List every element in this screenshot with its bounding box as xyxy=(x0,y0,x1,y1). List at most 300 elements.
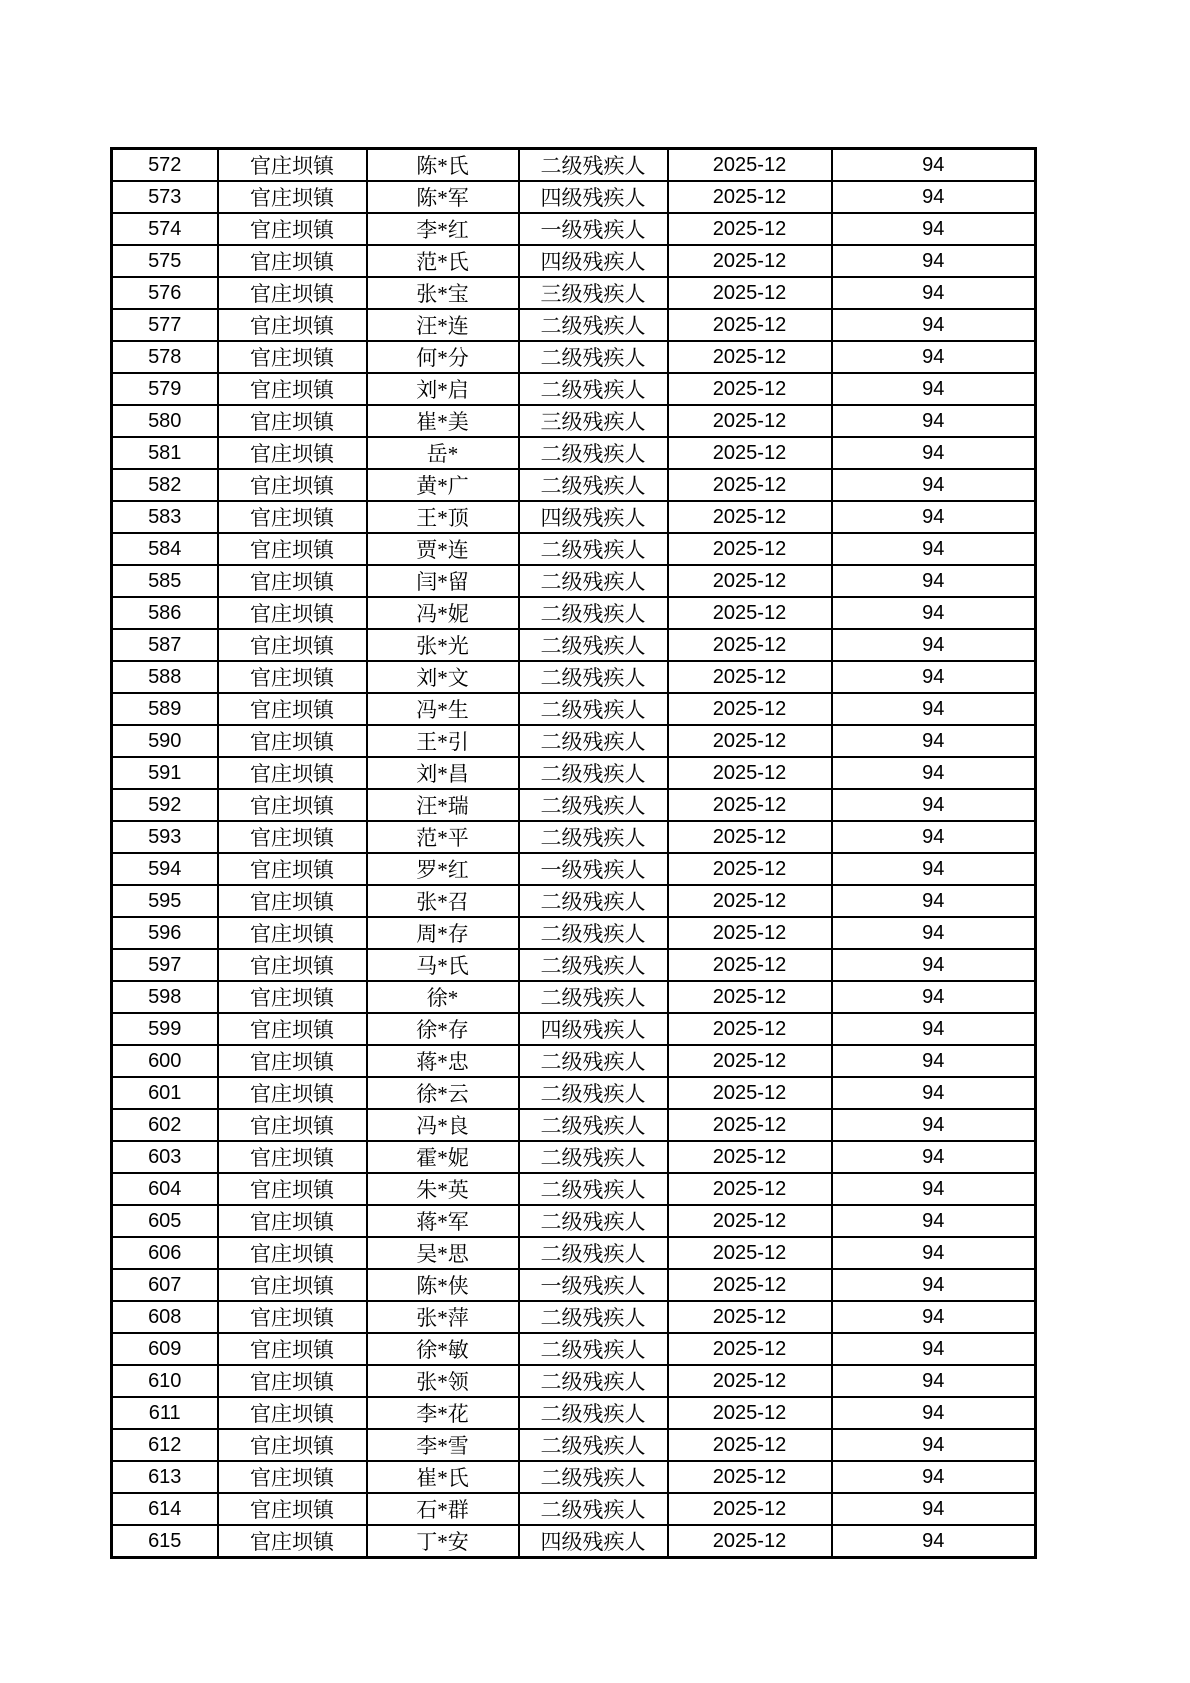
row-index-cell: 591 xyxy=(112,757,218,789)
amount-cell: 94 xyxy=(832,245,1036,277)
town-cell: 官庄坝镇 xyxy=(218,1397,367,1429)
disability-level-cell: 四级残疾人 xyxy=(519,1013,668,1045)
table-row xyxy=(112,917,1036,949)
month-cell: 2025-12 xyxy=(668,277,832,309)
row-index-cell: 575 xyxy=(112,245,218,277)
row-index-cell: 608 xyxy=(112,1301,218,1333)
amount-cell: 94 xyxy=(832,1173,1036,1205)
town-cell: 官庄坝镇 xyxy=(218,1045,367,1077)
name-cell: 刘*昌 xyxy=(367,757,519,789)
amount-cell: 94 xyxy=(832,1397,1036,1429)
table-row xyxy=(112,1205,1036,1237)
name-cell: 黄*广 xyxy=(367,469,519,501)
month-cell: 2025-12 xyxy=(668,469,832,501)
row-index-cell: 583 xyxy=(112,501,218,533)
name-cell: 周*存 xyxy=(367,917,519,949)
month-cell: 2025-12 xyxy=(668,1109,832,1141)
row-index-cell: 609 xyxy=(112,1333,218,1365)
table-row xyxy=(112,1077,1036,1109)
month-cell: 2025-12 xyxy=(668,213,832,245)
row-index-cell: 573 xyxy=(112,181,218,213)
month-cell: 2025-12 xyxy=(668,981,832,1013)
disability-level-cell: 二级残疾人 xyxy=(519,149,668,182)
table-row xyxy=(112,565,1036,597)
name-cell: 罗*红 xyxy=(367,853,519,885)
month-cell: 2025-12 xyxy=(668,1333,832,1365)
month-cell: 2025-12 xyxy=(668,853,832,885)
amount-cell: 94 xyxy=(832,1205,1036,1237)
town-cell: 官庄坝镇 xyxy=(218,693,367,725)
disability-level-cell: 二级残疾人 xyxy=(519,1397,668,1429)
town-cell: 官庄坝镇 xyxy=(218,949,367,981)
town-cell: 官庄坝镇 xyxy=(218,245,367,277)
disability-level-cell: 二级残疾人 xyxy=(519,1461,668,1493)
month-cell: 2025-12 xyxy=(668,1461,832,1493)
town-cell: 官庄坝镇 xyxy=(218,821,367,853)
table-row xyxy=(112,341,1036,373)
name-cell: 刘*启 xyxy=(367,373,519,405)
name-cell: 冯*良 xyxy=(367,1109,519,1141)
disability-level-cell: 二级残疾人 xyxy=(519,437,668,469)
month-cell: 2025-12 xyxy=(668,1397,832,1429)
town-cell: 官庄坝镇 xyxy=(218,885,367,917)
row-index-cell: 599 xyxy=(112,1013,218,1045)
month-cell: 2025-12 xyxy=(668,1525,832,1558)
table-row xyxy=(112,1237,1036,1269)
town-cell: 官庄坝镇 xyxy=(218,789,367,821)
amount-cell: 94 xyxy=(832,1301,1036,1333)
name-cell: 张*宝 xyxy=(367,277,519,309)
name-cell: 王*顶 xyxy=(367,501,519,533)
month-cell: 2025-12 xyxy=(668,1493,832,1525)
amount-cell: 94 xyxy=(832,917,1036,949)
disability-level-cell: 三级残疾人 xyxy=(519,405,668,437)
town-cell: 官庄坝镇 xyxy=(218,405,367,437)
amount-cell: 94 xyxy=(832,885,1036,917)
town-cell: 官庄坝镇 xyxy=(218,1301,367,1333)
amount-cell: 94 xyxy=(832,437,1036,469)
town-cell: 官庄坝镇 xyxy=(218,1461,367,1493)
name-cell: 徐* xyxy=(367,981,519,1013)
row-index-cell: 580 xyxy=(112,405,218,437)
disability-level-cell: 二级残疾人 xyxy=(519,1109,668,1141)
table-row xyxy=(112,1493,1036,1525)
name-cell: 丁*安 xyxy=(367,1525,519,1558)
amount-cell: 94 xyxy=(832,1493,1036,1525)
row-index-cell: 577 xyxy=(112,309,218,341)
table-row xyxy=(112,853,1036,885)
table-row xyxy=(112,309,1036,341)
table-row xyxy=(112,757,1036,789)
row-index-cell: 588 xyxy=(112,661,218,693)
subsidy-table xyxy=(110,147,1037,1559)
row-index-cell: 601 xyxy=(112,1077,218,1109)
amount-cell: 94 xyxy=(832,789,1036,821)
town-cell: 官庄坝镇 xyxy=(218,341,367,373)
row-index-cell: 613 xyxy=(112,1461,218,1493)
month-cell: 2025-12 xyxy=(668,757,832,789)
month-cell: 2025-12 xyxy=(668,181,832,213)
row-index-cell: 606 xyxy=(112,1237,218,1269)
row-index-cell: 594 xyxy=(112,853,218,885)
month-cell: 2025-12 xyxy=(668,1365,832,1397)
row-index-cell: 612 xyxy=(112,1429,218,1461)
month-cell: 2025-12 xyxy=(668,1429,832,1461)
amount-cell: 94 xyxy=(832,693,1036,725)
disability-level-cell: 二级残疾人 xyxy=(519,309,668,341)
amount-cell: 94 xyxy=(832,1077,1036,1109)
disability-level-cell: 二级残疾人 xyxy=(519,341,668,373)
amount-cell: 94 xyxy=(832,309,1036,341)
town-cell: 官庄坝镇 xyxy=(218,917,367,949)
month-cell: 2025-12 xyxy=(668,1077,832,1109)
table-row xyxy=(112,725,1036,757)
table-row xyxy=(112,245,1036,277)
town-cell: 官庄坝镇 xyxy=(218,469,367,501)
table-row xyxy=(112,1141,1036,1173)
row-index-cell: 593 xyxy=(112,821,218,853)
disability-level-cell: 二级残疾人 xyxy=(519,757,668,789)
name-cell: 李*花 xyxy=(367,1397,519,1429)
disability-level-cell: 一级残疾人 xyxy=(519,853,668,885)
disability-level-cell: 二级残疾人 xyxy=(519,725,668,757)
table-row xyxy=(112,949,1036,981)
table-row xyxy=(112,469,1036,501)
disability-level-cell: 一级残疾人 xyxy=(519,1269,668,1301)
row-index-cell: 581 xyxy=(112,437,218,469)
table-row xyxy=(112,1109,1036,1141)
town-cell: 官庄坝镇 xyxy=(218,1333,367,1365)
disability-level-cell: 二级残疾人 xyxy=(519,629,668,661)
amount-cell: 94 xyxy=(832,597,1036,629)
amount-cell: 94 xyxy=(832,213,1036,245)
row-index-cell: 614 xyxy=(112,1493,218,1525)
table-row xyxy=(112,181,1036,213)
table-row xyxy=(112,693,1036,725)
disability-level-cell: 二级残疾人 xyxy=(519,1333,668,1365)
town-cell: 官庄坝镇 xyxy=(218,1205,367,1237)
disability-level-cell: 二级残疾人 xyxy=(519,373,668,405)
name-cell: 汪*连 xyxy=(367,309,519,341)
amount-cell: 94 xyxy=(832,565,1036,597)
disability-level-cell: 三级残疾人 xyxy=(519,277,668,309)
disability-level-cell: 四级残疾人 xyxy=(519,1525,668,1558)
table-row xyxy=(112,501,1036,533)
disability-level-cell: 二级残疾人 xyxy=(519,565,668,597)
month-cell: 2025-12 xyxy=(668,789,832,821)
disability-level-cell: 二级残疾人 xyxy=(519,1365,668,1397)
town-cell: 官庄坝镇 xyxy=(218,1237,367,1269)
disability-level-cell: 二级残疾人 xyxy=(519,885,668,917)
row-index-cell: 592 xyxy=(112,789,218,821)
name-cell: 石*群 xyxy=(367,1493,519,1525)
amount-cell: 94 xyxy=(832,373,1036,405)
town-cell: 官庄坝镇 xyxy=(218,1269,367,1301)
amount-cell: 94 xyxy=(832,949,1036,981)
name-cell: 闫*留 xyxy=(367,565,519,597)
name-cell: 徐*存 xyxy=(367,1013,519,1045)
disability-level-cell: 二级残疾人 xyxy=(519,1173,668,1205)
table-row xyxy=(112,533,1036,565)
row-index-cell: 610 xyxy=(112,1365,218,1397)
name-cell: 张*召 xyxy=(367,885,519,917)
table-row xyxy=(112,1397,1036,1429)
month-cell: 2025-12 xyxy=(668,1173,832,1205)
row-index-cell: 607 xyxy=(112,1269,218,1301)
row-index-cell: 604 xyxy=(112,1173,218,1205)
amount-cell: 94 xyxy=(832,1525,1036,1558)
town-cell: 官庄坝镇 xyxy=(218,981,367,1013)
town-cell: 官庄坝镇 xyxy=(218,213,367,245)
name-cell: 刘*文 xyxy=(367,661,519,693)
name-cell: 王*引 xyxy=(367,725,519,757)
disability-level-cell: 二级残疾人 xyxy=(519,1205,668,1237)
name-cell: 范*平 xyxy=(367,821,519,853)
town-cell: 官庄坝镇 xyxy=(218,725,367,757)
table-row xyxy=(112,885,1036,917)
month-cell: 2025-12 xyxy=(668,533,832,565)
amount-cell: 94 xyxy=(832,1109,1036,1141)
town-cell: 官庄坝镇 xyxy=(218,1493,367,1525)
name-cell: 朱*英 xyxy=(367,1173,519,1205)
row-index-cell: 586 xyxy=(112,597,218,629)
disability-level-cell: 二级残疾人 xyxy=(519,1077,668,1109)
amount-cell: 94 xyxy=(832,277,1036,309)
town-cell: 官庄坝镇 xyxy=(218,1429,367,1461)
table-row xyxy=(112,213,1036,245)
month-cell: 2025-12 xyxy=(668,1205,832,1237)
month-cell: 2025-12 xyxy=(668,629,832,661)
row-index-cell: 600 xyxy=(112,1045,218,1077)
row-index-cell: 572 xyxy=(112,149,218,182)
table-row xyxy=(112,1365,1036,1397)
name-cell: 陈*侠 xyxy=(367,1269,519,1301)
amount-cell: 94 xyxy=(832,1013,1036,1045)
disability-level-cell: 二级残疾人 xyxy=(519,1429,668,1461)
name-cell: 范*氏 xyxy=(367,245,519,277)
town-cell: 官庄坝镇 xyxy=(218,1013,367,1045)
amount-cell: 94 xyxy=(832,341,1036,373)
row-index-cell: 574 xyxy=(112,213,218,245)
amount-cell: 94 xyxy=(832,821,1036,853)
table-body xyxy=(112,149,1036,1558)
month-cell: 2025-12 xyxy=(668,309,832,341)
table-row xyxy=(112,1269,1036,1301)
name-cell: 崔*氏 xyxy=(367,1461,519,1493)
name-cell: 蒋*军 xyxy=(367,1205,519,1237)
month-cell: 2025-12 xyxy=(668,1013,832,1045)
row-index-cell: 585 xyxy=(112,565,218,597)
name-cell: 霍*妮 xyxy=(367,1141,519,1173)
town-cell: 官庄坝镇 xyxy=(218,373,367,405)
town-cell: 官庄坝镇 xyxy=(218,1109,367,1141)
table-row xyxy=(112,1045,1036,1077)
amount-cell: 94 xyxy=(832,981,1036,1013)
month-cell: 2025-12 xyxy=(668,1141,832,1173)
town-cell: 官庄坝镇 xyxy=(218,309,367,341)
name-cell: 汪*瑞 xyxy=(367,789,519,821)
town-cell: 官庄坝镇 xyxy=(218,597,367,629)
table-row xyxy=(112,661,1036,693)
name-cell: 岳* xyxy=(367,437,519,469)
row-index-cell: 590 xyxy=(112,725,218,757)
town-cell: 官庄坝镇 xyxy=(218,629,367,661)
row-index-cell: 597 xyxy=(112,949,218,981)
row-index-cell: 589 xyxy=(112,693,218,725)
amount-cell: 94 xyxy=(832,1365,1036,1397)
table-row xyxy=(112,1173,1036,1205)
disability-level-cell: 二级残疾人 xyxy=(519,597,668,629)
amount-cell: 94 xyxy=(832,1045,1036,1077)
table-row xyxy=(112,437,1036,469)
table-row xyxy=(112,1301,1036,1333)
month-cell: 2025-12 xyxy=(668,437,832,469)
row-index-cell: 598 xyxy=(112,981,218,1013)
row-index-cell: 602 xyxy=(112,1109,218,1141)
month-cell: 2025-12 xyxy=(668,149,832,182)
disability-level-cell: 二级残疾人 xyxy=(519,533,668,565)
amount-cell: 94 xyxy=(832,1237,1036,1269)
month-cell: 2025-12 xyxy=(668,725,832,757)
month-cell: 2025-12 xyxy=(668,245,832,277)
name-cell: 冯*生 xyxy=(367,693,519,725)
name-cell: 吴*思 xyxy=(367,1237,519,1269)
disability-level-cell: 二级残疾人 xyxy=(519,1141,668,1173)
row-index-cell: 578 xyxy=(112,341,218,373)
disability-level-cell: 四级残疾人 xyxy=(519,181,668,213)
amount-cell: 94 xyxy=(832,757,1036,789)
name-cell: 陈*军 xyxy=(367,181,519,213)
amount-cell: 94 xyxy=(832,1461,1036,1493)
town-cell: 官庄坝镇 xyxy=(218,757,367,789)
table-row xyxy=(112,373,1036,405)
month-cell: 2025-12 xyxy=(668,373,832,405)
town-cell: 官庄坝镇 xyxy=(218,1077,367,1109)
disability-level-cell: 二级残疾人 xyxy=(519,661,668,693)
disability-level-cell: 四级残疾人 xyxy=(519,501,668,533)
disability-level-cell: 二级残疾人 xyxy=(519,917,668,949)
amount-cell: 94 xyxy=(832,501,1036,533)
table-row xyxy=(112,149,1036,182)
disability-level-cell: 二级残疾人 xyxy=(519,821,668,853)
town-cell: 官庄坝镇 xyxy=(218,565,367,597)
row-index-cell: 605 xyxy=(112,1205,218,1237)
disability-level-cell: 二级残疾人 xyxy=(519,469,668,501)
table-row xyxy=(112,277,1036,309)
amount-cell: 94 xyxy=(832,149,1036,182)
table-row xyxy=(112,789,1036,821)
table-row xyxy=(112,597,1036,629)
table-row xyxy=(112,1013,1036,1045)
disability-level-cell: 二级残疾人 xyxy=(519,1301,668,1333)
name-cell: 何*分 xyxy=(367,341,519,373)
row-index-cell: 579 xyxy=(112,373,218,405)
table-row xyxy=(112,629,1036,661)
town-cell: 官庄坝镇 xyxy=(218,1173,367,1205)
month-cell: 2025-12 xyxy=(668,949,832,981)
row-index-cell: 584 xyxy=(112,533,218,565)
town-cell: 官庄坝镇 xyxy=(218,437,367,469)
name-cell: 马*氏 xyxy=(367,949,519,981)
month-cell: 2025-12 xyxy=(668,917,832,949)
town-cell: 官庄坝镇 xyxy=(218,1365,367,1397)
month-cell: 2025-12 xyxy=(668,1301,832,1333)
month-cell: 2025-12 xyxy=(668,1237,832,1269)
table-row xyxy=(112,1429,1036,1461)
row-index-cell: 576 xyxy=(112,277,218,309)
table-row xyxy=(112,1525,1036,1558)
month-cell: 2025-12 xyxy=(668,1045,832,1077)
disability-level-cell: 二级残疾人 xyxy=(519,949,668,981)
row-index-cell: 603 xyxy=(112,1141,218,1173)
name-cell: 徐*敏 xyxy=(367,1333,519,1365)
row-index-cell: 582 xyxy=(112,469,218,501)
town-cell: 官庄坝镇 xyxy=(218,1141,367,1173)
month-cell: 2025-12 xyxy=(668,1269,832,1301)
town-cell: 官庄坝镇 xyxy=(218,853,367,885)
row-index-cell: 595 xyxy=(112,885,218,917)
disability-level-cell: 二级残疾人 xyxy=(519,1045,668,1077)
amount-cell: 94 xyxy=(832,1333,1036,1365)
name-cell: 贾*连 xyxy=(367,533,519,565)
name-cell: 蒋*忠 xyxy=(367,1045,519,1077)
disability-level-cell: 一级残疾人 xyxy=(519,213,668,245)
table-row xyxy=(112,1461,1036,1493)
amount-cell: 94 xyxy=(832,181,1036,213)
town-cell: 官庄坝镇 xyxy=(218,181,367,213)
amount-cell: 94 xyxy=(832,629,1036,661)
town-cell: 官庄坝镇 xyxy=(218,661,367,693)
name-cell: 张*领 xyxy=(367,1365,519,1397)
town-cell: 官庄坝镇 xyxy=(218,149,367,182)
month-cell: 2025-12 xyxy=(668,501,832,533)
name-cell: 李*雪 xyxy=(367,1429,519,1461)
table-row xyxy=(112,821,1036,853)
row-index-cell: 587 xyxy=(112,629,218,661)
amount-cell: 94 xyxy=(832,405,1036,437)
month-cell: 2025-12 xyxy=(668,597,832,629)
row-index-cell: 611 xyxy=(112,1397,218,1429)
amount-cell: 94 xyxy=(832,1429,1036,1461)
amount-cell: 94 xyxy=(832,853,1036,885)
row-index-cell: 615 xyxy=(112,1525,218,1558)
name-cell: 张*光 xyxy=(367,629,519,661)
name-cell: 陈*氏 xyxy=(367,149,519,182)
amount-cell: 94 xyxy=(832,533,1036,565)
amount-cell: 94 xyxy=(832,661,1036,693)
name-cell: 崔*美 xyxy=(367,405,519,437)
disability-level-cell: 四级残疾人 xyxy=(519,245,668,277)
table-row xyxy=(112,981,1036,1013)
amount-cell: 94 xyxy=(832,725,1036,757)
name-cell: 冯*妮 xyxy=(367,597,519,629)
disability-level-cell: 二级残疾人 xyxy=(519,1237,668,1269)
month-cell: 2025-12 xyxy=(668,821,832,853)
town-cell: 官庄坝镇 xyxy=(218,1525,367,1558)
disability-level-cell: 二级残疾人 xyxy=(519,789,668,821)
month-cell: 2025-12 xyxy=(668,405,832,437)
table-row xyxy=(112,1333,1036,1365)
month-cell: 2025-12 xyxy=(668,661,832,693)
disability-level-cell: 二级残疾人 xyxy=(519,693,668,725)
month-cell: 2025-12 xyxy=(668,565,832,597)
table-row xyxy=(112,405,1036,437)
name-cell: 徐*云 xyxy=(367,1077,519,1109)
month-cell: 2025-12 xyxy=(668,885,832,917)
town-cell: 官庄坝镇 xyxy=(218,277,367,309)
month-cell: 2025-12 xyxy=(668,693,832,725)
disability-level-cell: 二级残疾人 xyxy=(519,981,668,1013)
